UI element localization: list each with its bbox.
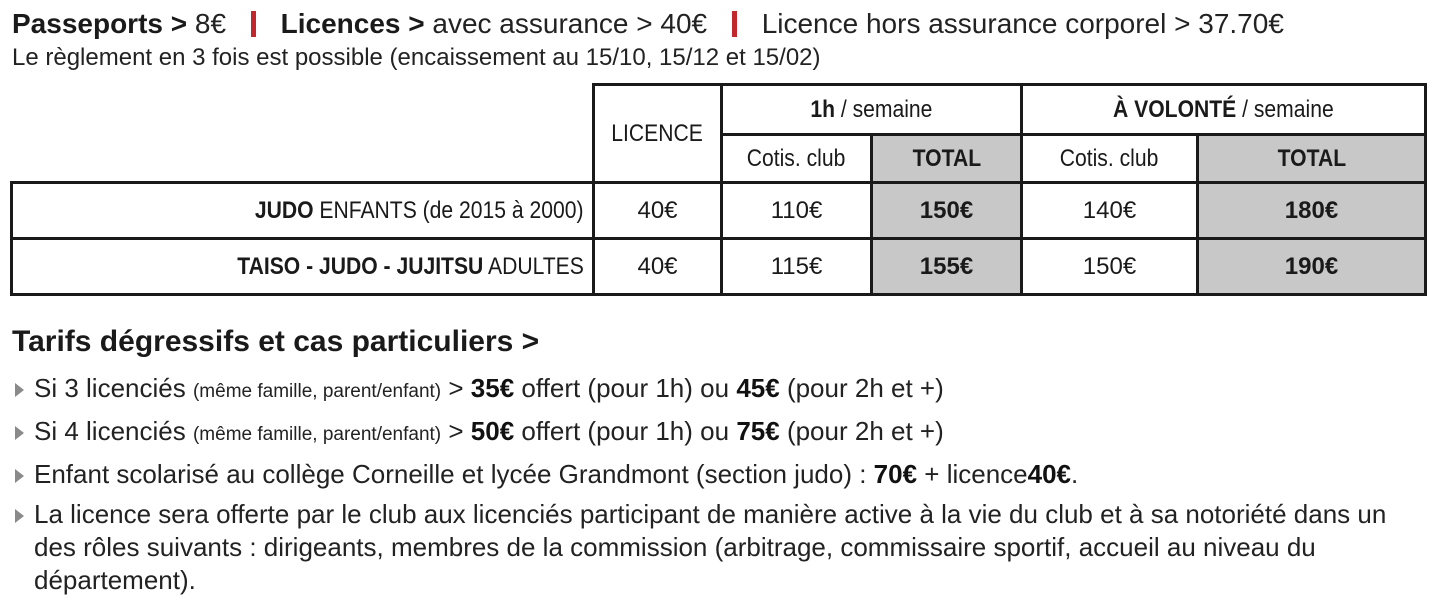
list-item: La licence sera offerte par le club aux licenciés participant de manière active à la vie du club et à sa notoriété dans un des rôles suivants : dirigeants, membres de la commission (arbitrage, commissaire sportif, accueil au niveau du département).	[12, 498, 1426, 597]
licences-price: avec assurance > 40€	[432, 8, 708, 39]
discount-list	[12, 372, 1426, 604]
pricing-header	[12, 4, 1284, 44]
list-item: Si 3 licenciés (même famille, parent/enfant) > 35€ offert (pour 1h) ou 45€ (pour 2h et +)	[12, 372, 1426, 408]
list-item: Enfant scolarisé au collège Corneille et lycée Grandmont (section judo) : 70€ + licence40€.	[12, 458, 1426, 491]
volonte-total-value: 180€	[1198, 183, 1426, 239]
licence-value: 40€	[594, 239, 722, 295]
empty-corner-cell	[12, 85, 594, 183]
table-header-row	[12, 85, 1426, 135]
cotis-club-header: Cotis. club	[722, 135, 872, 183]
h1-cotis-value: 110€	[722, 183, 872, 239]
section-title: Tarifs dégressifs et cas particuliers >	[12, 325, 540, 358]
red-separator	[732, 11, 737, 37]
volonte-cotis-value: 150€	[1022, 239, 1198, 295]
pricing-table	[10, 83, 1427, 296]
table-row	[12, 183, 1426, 239]
h1-total-value: 155€	[872, 239, 1022, 295]
h1-total-value: 150€	[872, 183, 1022, 239]
passeports-price: 8€	[194, 8, 227, 39]
payment-note: Le règlement en 3 fois est possible (encaissement au 15/10, 15/12 et 15/02)	[12, 44, 821, 71]
triangle-bullet-icon	[15, 469, 24, 483]
table-row	[12, 239, 1426, 295]
h1-cotis-value: 115€	[722, 239, 872, 295]
group-1h-header: 1h / semaine	[722, 85, 1022, 135]
total-header: TOTAL	[872, 135, 1022, 183]
row-label: JUDO ENFANTS (de 2015 à 2000)	[12, 183, 594, 239]
licence-hors-assurance: Licence hors assurance corporel > 37.70€	[761, 8, 1284, 39]
triangle-bullet-icon	[15, 426, 24, 440]
list-item: Si 4 licenciés (même famille, parent/enfant) > 50€ offert (pour 1h) ou 75€ (pour 2h et +)	[12, 415, 1426, 451]
volonte-cotis-value: 140€	[1022, 183, 1198, 239]
licence-column-header: LICENCE	[594, 85, 722, 183]
licences-label: Licences >	[280, 8, 425, 39]
red-separator	[251, 11, 256, 37]
passeports-label: Passeports >	[12, 8, 188, 39]
cotis-club-header: Cotis. club	[1022, 135, 1198, 183]
triangle-bullet-icon	[15, 509, 24, 523]
total-header: TOTAL	[1198, 135, 1426, 183]
volonte-total-value: 190€	[1198, 239, 1426, 295]
row-label: TAISO - JUDO - JUJITSU ADULTES	[12, 239, 594, 295]
triangle-bullet-icon	[15, 383, 24, 397]
licence-value: 40€	[594, 183, 722, 239]
group-volonte-header: À VOLONTÉ / semaine	[1022, 85, 1426, 135]
